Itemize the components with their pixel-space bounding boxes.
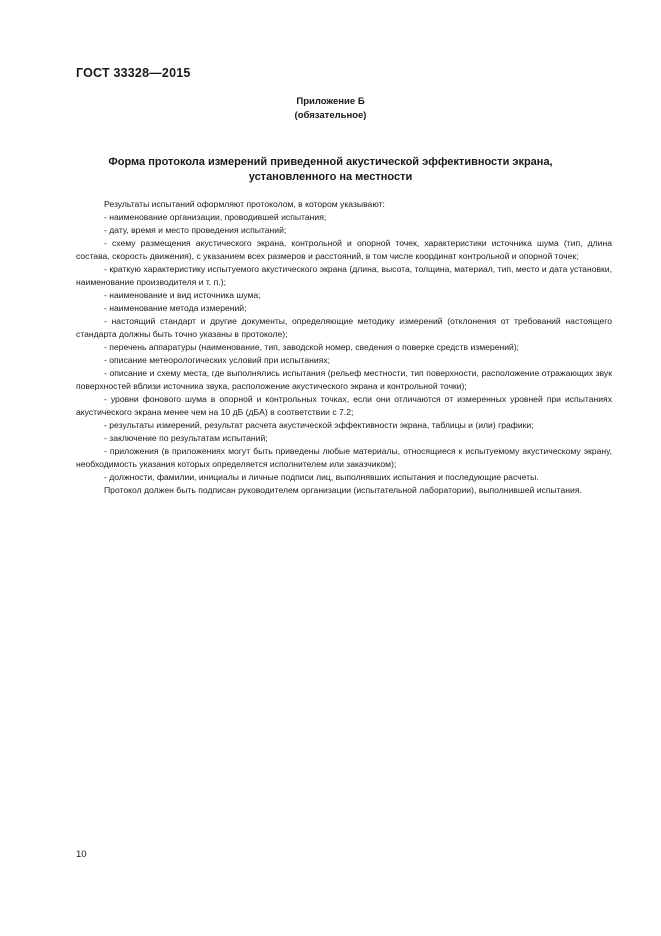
list-item: - наименование организации, проводившей испытания; [104, 212, 327, 222]
list-item: - краткую характеристику испытуемого акустического экрана (длина, высота, толщина, материал, тип, место и дата установки, наименование производителя и т. п.); [76, 264, 612, 287]
list-item: - заключение по результатам испытаний; [104, 433, 268, 443]
list-item: - уровни фонового шума в опорной и контрольных точках, если они отличаются от измеренных уровней при испытаниях акустического экрана менее чем на 10 дБ (дБA) в соответствии с 7.2; [76, 394, 612, 417]
document-standard-code: ГОСТ 33328—2015 [76, 66, 191, 80]
list-item: - перечень аппаратуры (наименование, тип, заводской номер, сведения о поверке средств измерений); [104, 342, 520, 352]
list-item: - описание метеорологических условий при испытаниях; [104, 355, 331, 365]
list-item: - должности, фамилии, инициалы и личные подписи лиц, выполнявших испытания и последующие расчеты. [104, 472, 539, 482]
closing-paragraph: Протокол должен быть подписан руководителем организации (испытательной лаборатории), выполнившей испытания. [104, 485, 582, 495]
list-item: - наименование метода измерений; [104, 303, 247, 313]
list-item: - приложения (в приложениях могут быть приведены любые материалы, относящиеся к испытуемому акустическому экрану, необходимость указания которых определяется исполнителем или заказчиком); [76, 446, 612, 469]
appendix-title: Приложение Б [296, 96, 365, 107]
list-item: - наименование и вид источника шума; [104, 290, 261, 300]
section-heading: Форма протокола измерений приведенной акустической эффективности экрана, установленного на местности [108, 156, 553, 183]
appendix-status: (обязательное) [294, 110, 367, 121]
list-item: - результаты измерений, результат расчета акустической эффективности экрана, таблицы и (или) графики; [104, 420, 534, 430]
page-number: 10 [76, 849, 87, 860]
list-item: - схему размещения акустического экрана, контрольной и опорной точек, характеристики источника шума (тип, длина состава, скорость движения), с указанием всех размеров и расстояний, в том числе координат контрольной и опорной точек; [76, 238, 612, 261]
list-item: - дату, время и место проведения испытаний; [104, 225, 287, 235]
list-item: - описание и схему места, где выполнялись испытания (рельеф местности, тип поверхности, расположение отражающих звук поверхностей вблизи источника звука, расположение акустического экрана и контрольной точки); [76, 368, 612, 391]
list-item: - настоящий стандарт и другие документы, определяющие методику измерений (отклонения от требований настоящего стандарта должны быть точно указаны в протоколе); [76, 316, 612, 339]
protocol-requirements-text [76, 198, 612, 497]
intro-paragraph: Результаты испытаний оформляют протоколом, в котором указывают: [104, 199, 385, 209]
